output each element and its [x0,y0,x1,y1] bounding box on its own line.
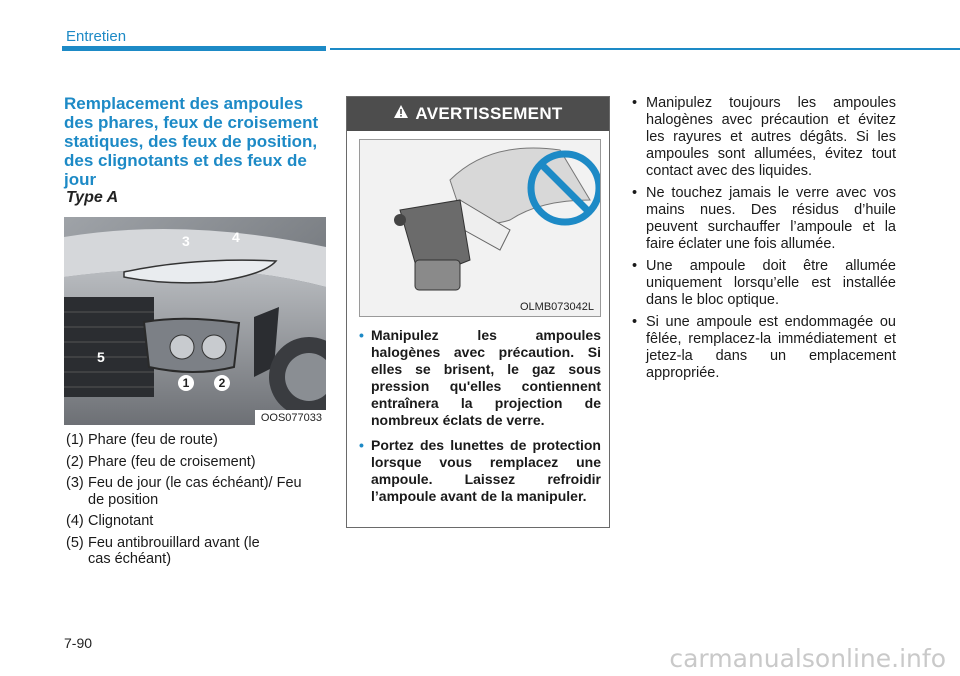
list-item [66,475,336,508]
image-code: OLMB073042L [520,301,594,313]
section-title: Remplacement des ampoules des phares, feux de croisement statiques, des feux de position, des clignotants et des feux de jour [64,94,319,189]
precaution-text: Manipulez toujours les ampoules halogènes avec précaution et évitez les rayures et autres dégâts. Si les ampoules sont allumées, évitez tout contact avec des liquides. [646,95,896,179]
part-number: (1) [66,432,84,448]
precaution-text: Ne touchez jamais le verre avec vos mains nues. Des résidus d’huile peuvent surchauffer l’ampoule et la faire éclater une fois allumée. [646,185,896,252]
bulb-handling-illustration [359,139,601,317]
warning-triangle-icon [393,104,409,124]
warning-header [347,97,609,131]
section-label: Entretien [66,28,127,45]
list-item [66,535,336,568]
part-text: Phare (feu de croisement) [88,453,256,470]
list-item [66,432,336,449]
part-number: (3) [66,475,84,491]
bullet-icon: • [632,95,638,111]
type-label: Type A [66,189,119,206]
part-text: Phare (feu de route) [88,432,218,448]
page-number: 7-90 [64,635,93,651]
warning-box [346,96,610,528]
photo-code: OOS077033 [255,410,326,425]
precaution-text: Une ampoule doit être allumée uniquement lorsqu’elle est installée dans le bloc optique. [646,258,896,308]
warning-text: Manipulez les ampoules halogènes avec précaution. Si elles se brisent, le gaz sous pression qu'elles contiennent entraînera la projection de nombreux éclats de verre. [371,327,601,428]
list-item [632,185,896,253]
part-text: Clignotant [88,513,154,529]
warning-text: Portez des lunettes de protection lorsque vous remplacez une ampoule. Laissez refroidir l’ampoule avant de la manipuler. [371,437,601,504]
list-item [632,258,896,309]
callout-4: 4 [232,229,240,245]
headlamp-photo [64,217,326,425]
part-number: (2) [66,453,84,470]
bullet-icon: • [632,314,638,330]
callout-1: 1 [178,375,194,391]
list-item [66,454,336,471]
list-item [359,437,601,505]
bullet-icon: • [359,437,364,453]
bullet-icon: • [632,258,638,274]
parts-list [66,432,336,573]
callout-2: 2 [214,375,230,391]
bullet-icon: • [359,327,364,343]
precaution-text: Si une ampoule est endommagée ou fêlée, remplacez-la immédiatement et jetez-la dans un emplacement appropriée. [646,314,896,381]
warning-list [359,327,601,513]
list-item [66,513,336,530]
header-rule-thick [62,46,326,51]
part-text: Feu de jour (le cas échéant)/ Feu de position [88,475,302,508]
bullet-icon: • [632,185,638,201]
list-item [632,314,896,382]
part-number: (4) [66,513,84,529]
callout-5: 5 [97,349,105,365]
part-text: Feu antibrouillard avant (le cas échéant) [88,534,260,567]
watermark: carmanualsonline.info [669,644,946,673]
list-item [359,327,601,429]
warning-title: AVERTISSEMENT [415,104,563,123]
header-rule-thin [330,48,960,50]
list-item [632,95,896,180]
part-number: (5) [66,534,84,551]
callout-3: 3 [182,233,190,249]
precautions-list [632,95,896,387]
